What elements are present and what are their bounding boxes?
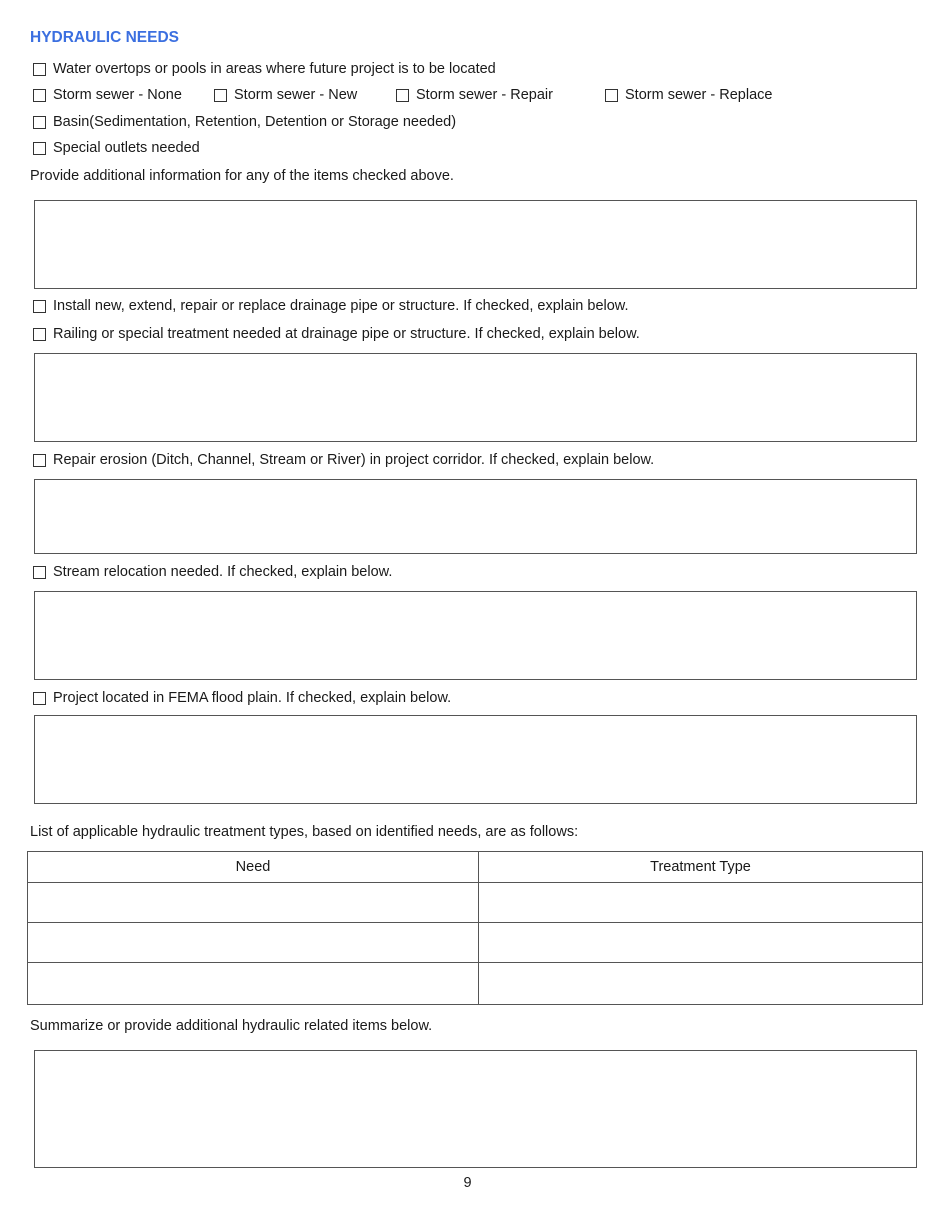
fema-explanation-textarea[interactable]: [34, 715, 917, 804]
overtops-label: Water overtops or pools in areas where future project is to be located: [53, 61, 496, 77]
storm-sewer-row: [33, 87, 933, 107]
summary-textarea[interactable]: [34, 1050, 917, 1168]
page-number: 9: [463, 1175, 472, 1191]
storm-sewer-replace-label: Storm sewer - Replace: [625, 87, 773, 103]
need-cell[interactable]: [28, 883, 479, 923]
fema-label: Project located in FEMA flood plain. If checked, explain below.: [53, 690, 452, 706]
need-cell[interactable]: [28, 963, 479, 1005]
checkbox-row-railing: [33, 324, 640, 344]
need-cell[interactable]: [28, 923, 479, 963]
checkbox-row-stream-relocation: [33, 562, 392, 582]
checkbox-row-drainage-install: [33, 296, 629, 316]
table-row: [28, 963, 923, 1005]
storm-sewer-repair-option[interactable]: [396, 87, 553, 103]
treatment-type-cell[interactable]: [479, 883, 923, 923]
treatment-table: [27, 851, 923, 1005]
stream-relocation-textarea[interactable]: [34, 591, 917, 680]
storm-sewer-none-label: Storm sewer - None: [53, 87, 182, 103]
additional-info-prompt: Provide additional information for any of the items checked above.: [30, 168, 454, 184]
checkbox-row-fema: [33, 688, 451, 708]
drainage-explanation-textarea[interactable]: [34, 353, 917, 442]
stream-relocation-checkbox[interactable]: [33, 566, 46, 579]
special-outlets-label: Special outlets needed: [53, 140, 200, 156]
drainage-install-checkbox[interactable]: [33, 300, 46, 313]
table-row: [28, 923, 923, 963]
storm-sewer-new-option[interactable]: [214, 87, 357, 103]
need-column-header: Need: [28, 852, 479, 883]
table-header-row: [28, 852, 923, 883]
checkbox-row-erosion: [33, 450, 654, 470]
treatment-prompt: List of applicable hydraulic treatment types, based on identified needs, are as follows:: [30, 824, 579, 840]
table-row: [28, 883, 923, 923]
erosion-label: Repair erosion (Ditch, Channel, Stream or River) in project corridor. If checked, explain below.: [53, 452, 655, 468]
checkbox-row-overtops: [33, 59, 496, 79]
storm-sewer-repair-checkbox[interactable]: [396, 89, 409, 102]
stream-relocation-label: Stream relocation needed. If checked, explain below.: [53, 564, 393, 580]
railing-label: Railing or special treatment needed at drainage pipe or structure. If checked, explain below.: [53, 326, 640, 342]
storm-sewer-replace-option[interactable]: [605, 87, 772, 103]
storm-sewer-new-checkbox[interactable]: [214, 89, 227, 102]
overtops-checkbox[interactable]: [33, 63, 46, 76]
storm-sewer-new-label: Storm sewer - New: [234, 87, 358, 103]
storm-sewer-none-checkbox[interactable]: [33, 89, 46, 102]
special-outlets-checkbox[interactable]: [33, 142, 46, 155]
treatment-type-column-header: Treatment Type: [479, 852, 923, 883]
railing-checkbox[interactable]: [33, 328, 46, 341]
additional-info-textarea[interactable]: [34, 200, 917, 289]
basin-checkbox[interactable]: [33, 116, 46, 129]
basin-label: Basin(Sedimentation, Retention, Detention or Storage needed): [53, 114, 457, 130]
section-title: HYDRAULIC NEEDS: [30, 29, 179, 46]
storm-sewer-none-option[interactable]: [33, 87, 182, 103]
treatment-type-cell[interactable]: [479, 963, 923, 1005]
checkbox-row-special-outlets: [33, 138, 200, 158]
erosion-checkbox[interactable]: [33, 454, 46, 467]
treatment-type-cell[interactable]: [479, 923, 923, 963]
storm-sewer-repair-label: Storm sewer - Repair: [416, 87, 553, 103]
erosion-explanation-textarea[interactable]: [34, 479, 917, 554]
storm-sewer-replace-checkbox[interactable]: [605, 89, 618, 102]
checkbox-row-basin: [33, 112, 456, 132]
fema-checkbox[interactable]: [33, 692, 46, 705]
drainage-install-label: Install new, extend, repair or replace drainage pipe or structure. If checked, explain below.: [53, 298, 629, 314]
summary-prompt: Summarize or provide additional hydraulic related items below.: [30, 1018, 433, 1034]
